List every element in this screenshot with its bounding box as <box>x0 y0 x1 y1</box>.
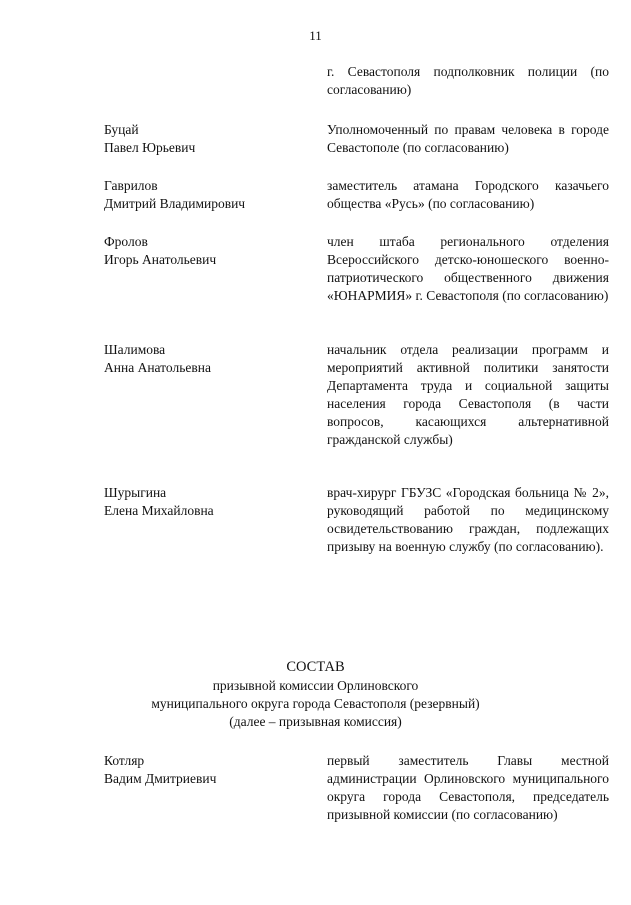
page-number: 11 <box>309 28 322 43</box>
heading-title: СОСТАВ <box>286 659 345 675</box>
heading-line: муниципального округа города Севастополя (резервный) <box>151 696 480 711</box>
chair-role: первый заместитель Главы местной администрации Орлиновского муниципального округа города Севастополя, председатель призывной комиссии (по согласованию) <box>327 753 609 822</box>
member-surname: Гаврилов <box>104 178 158 193</box>
commission-heading <box>0 658 631 731</box>
heading-line: (далее – призывная комиссия) <box>229 714 402 729</box>
member-given-names: Игорь Анатольевич <box>104 252 217 267</box>
chair-surname: Котляр <box>104 753 145 768</box>
member-role: начальник отдела реализации программ и мероприятий активной политики занятости Департамента труда и социальной защиты населения города Севастополя (в части вопросов, касающихся альтернативной гражданской службы) <box>327 342 609 447</box>
member-role: врач-хирург ГБУЗС «Городская больница № 2», руководящий работой по медицинскому освидетельствованию граждан, подлежащих призыву на военную службу (по согласованию). <box>327 485 609 554</box>
member-name <box>104 484 304 520</box>
heading-line: призывной комиссии Орлиновского <box>212 678 419 693</box>
member-role: заместитель атамана Городского казачьего общества «Русь» (по согласованию) <box>327 178 609 211</box>
member-role: Уполномоченный по правам человека в городе Севастополе (по согласованию) <box>327 122 609 155</box>
member-surname: Шурыгина <box>104 485 167 500</box>
member-given-names: Анна Анатольевна <box>104 360 211 375</box>
member-role: член штаба регионального отделения Всероссийского детско-юношеского военно-патриотического общественного движения «ЮНАРМИЯ» г. Севастополя (по согласованию) <box>327 234 609 303</box>
member-surname: Буцай <box>104 122 139 137</box>
member-name <box>104 233 304 269</box>
chair-name <box>104 752 304 788</box>
member-given-names: Дмитрий Владимирович <box>104 196 246 211</box>
member-given-names: Павел Юрьевич <box>104 140 196 155</box>
member-surname: Фролов <box>104 234 148 249</box>
member-name <box>104 341 304 377</box>
member-surname: Шалимова <box>104 342 166 357</box>
member-given-names: Елена Михайловна <box>104 503 214 518</box>
member-name <box>104 177 304 213</box>
chair-given-names: Вадим Дмитриевич <box>104 771 217 786</box>
continuation-text: г. Севастополя подполковник полиции (по согласованию) <box>327 64 609 97</box>
member-name <box>104 121 304 157</box>
